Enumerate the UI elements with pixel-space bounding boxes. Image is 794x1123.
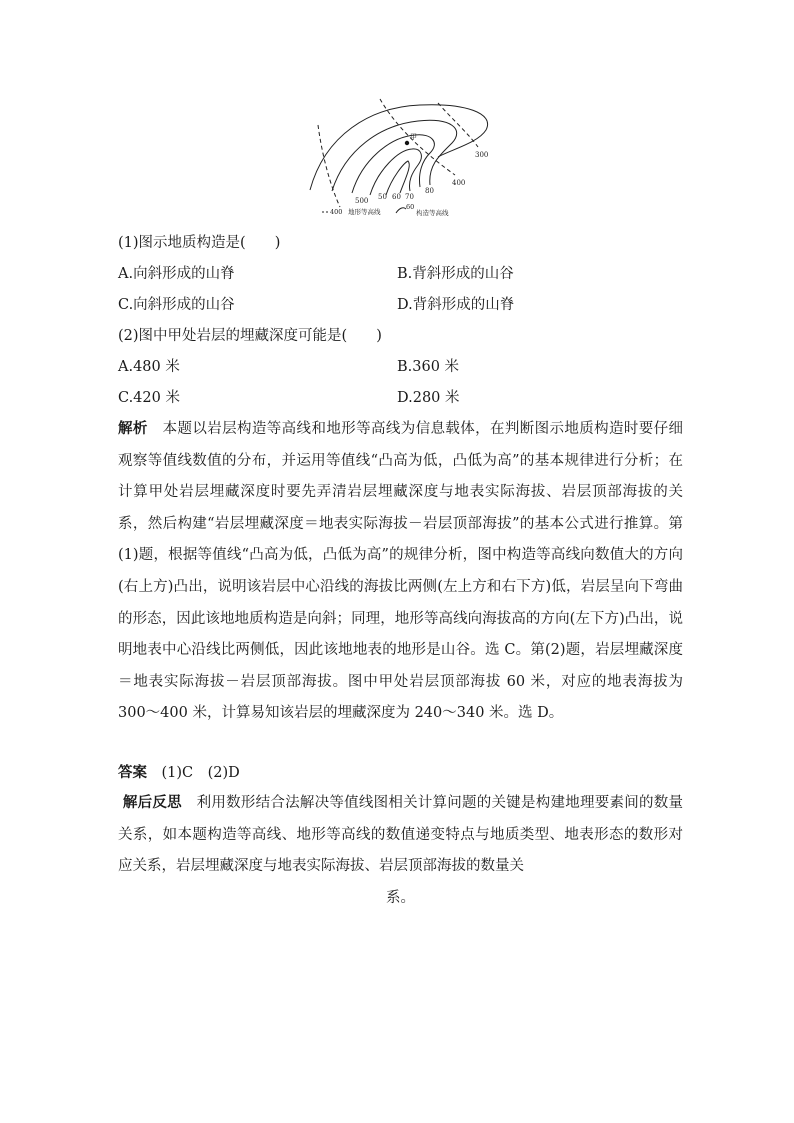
analysis-text: 本题以岩层构造等高线和地形等高线为信息载体，在判断图示地质构造时要仔细观察等值线数值的分布，并运用等值线“凸高为低，凸低为高”的基本规律进行分析；在计算甲处岩层埋藏深度时要先弄清岩层埋藏深度与地表实际海拔、岩层顶部海拔的关系，然后构建“岩层埋藏深度＝地表实际海拔－岩层顶部海拔”的基本公式进行推算。第(1)题，根据等值线“凸高为低，凸低为高”的规律分析，图中构造等高线向数值大的方向(右上方)凸出，说明该岩层中心沿线的海拔比两侧(左上方和右下方)低，岩层呈向下弯曲的形态，因此该地地质构造是向斜；同理，地形等高线向海拔高的方向(左下方)凸出，说明地表中心沿线比两侧低，因此该地地表的地形是山谷。选 C。第(2)题，岩层埋藏深度＝地表实际海拔－岩层顶部海拔。图中甲处岩层顶部海拔 60 米，对应的地表海拔为 300～400 米，计算易知该岩层的埋藏深度为 240～340 米。选 D。 xyxy=(118,421,684,722)
reflection-last: 系。 xyxy=(386,889,415,906)
analysis-label: 解析 xyxy=(118,420,148,437)
q2-option-a: A.480 米 xyxy=(118,359,180,375)
answer-block xyxy=(118,763,240,783)
struct-contour-80 xyxy=(370,149,421,195)
q2-option-b: B.360 米 xyxy=(397,359,460,375)
point-jia xyxy=(405,141,409,145)
q1-option-c: C.向斜形成的山谷 xyxy=(118,297,235,313)
terrain-contour-400 xyxy=(380,99,455,175)
label-80: 80 xyxy=(425,187,434,195)
legend-terrain-sample: 400 xyxy=(330,208,343,216)
reflection-label: 解后反思 xyxy=(122,794,182,811)
legend-terrain-label: 地形等高线 xyxy=(348,208,381,216)
label-300: 300 xyxy=(475,151,489,159)
contour-map-figure xyxy=(300,95,500,220)
label-60: 60 xyxy=(392,193,401,201)
struct-contour-60 xyxy=(332,120,457,191)
q1-option-d: D.背斜形成的山脊 xyxy=(397,297,515,313)
reflection-block xyxy=(118,787,683,914)
q1-stem: (1)图示地质构造是( ) xyxy=(118,235,281,251)
label-jia: 甲 xyxy=(410,133,417,141)
answer-text: (1)C (2)D xyxy=(161,765,240,781)
label-500: 500 xyxy=(355,197,369,205)
terrain-contour-400-left xyxy=(318,125,340,207)
analysis-block xyxy=(118,413,683,730)
struct-contour-inner xyxy=(386,161,409,195)
q2-stem: (2)图中甲处岩层的埋藏深度可能是( ) xyxy=(118,328,382,344)
struct-contour-50 xyxy=(310,105,488,190)
q2-option-c: C.420 米 xyxy=(118,390,180,406)
label-400: 400 xyxy=(452,179,466,187)
reflection-text: 利用数形结合法解决等值线图相关计算问题的关键是构建地理要素间的数量关系，如本题构造等高线、地形等高线的数值递变特点与地质类型、地表形态的数形对应关系，岩层埋藏深度与地表实际海拔、岩层顶部海拔的数量关 xyxy=(118,795,684,875)
answer-label: 答案 xyxy=(118,764,147,781)
q1-option-b: B.背斜形成的山谷 xyxy=(397,266,514,282)
legend-struct-label: 构造等高线 xyxy=(416,209,449,217)
q1-option-a: A.向斜形成的山脊 xyxy=(118,266,235,282)
label-50: 50 xyxy=(378,193,387,201)
q2-option-d: D.280 米 xyxy=(397,390,460,406)
legend-struct-sample: 60 xyxy=(406,203,415,211)
label-70: 70 xyxy=(405,193,414,201)
